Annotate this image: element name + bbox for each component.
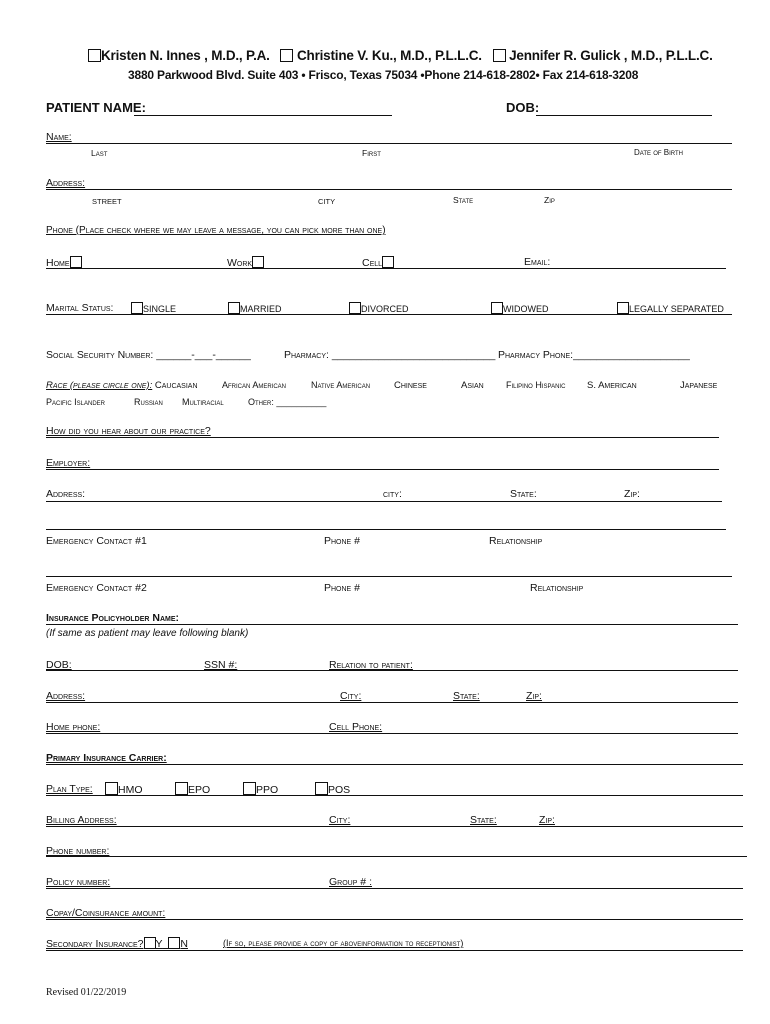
race-caucasian[interactable]: Caucasian bbox=[154, 380, 198, 391]
emergency1-phone-label: Phone # bbox=[324, 535, 360, 547]
single-text: SINGLE bbox=[143, 304, 177, 314]
work-checkbox[interactable] bbox=[252, 256, 264, 268]
doctor1-checkbox[interactable] bbox=[88, 49, 101, 62]
home-checkbox[interactable] bbox=[70, 256, 82, 268]
copay-field[interactable] bbox=[46, 919, 743, 920]
marital-divorced bbox=[349, 302, 409, 314]
cell-checkbox[interactable] bbox=[382, 256, 394, 268]
secondary-note: (If so, please provide a copy of aboveinformation to receptionist) bbox=[223, 938, 464, 948]
carrier-phone-label: Phone number: bbox=[46, 845, 110, 857]
married-text: MARRIED bbox=[240, 304, 282, 314]
carrier-field[interactable] bbox=[46, 764, 743, 765]
marital-married bbox=[228, 302, 282, 314]
ins-relation-label: Relation to patient: bbox=[329, 659, 413, 671]
billing-city-label: City: bbox=[329, 814, 351, 826]
state-sublabel: State bbox=[453, 195, 474, 205]
revised-date: Revised 01/22/2019 bbox=[46, 987, 127, 998]
policyholder-field[interactable] bbox=[46, 624, 738, 625]
ins-dob-label: DOB: bbox=[46, 659, 72, 671]
name-label: Name: bbox=[46, 131, 72, 143]
race-multiracial[interactable]: Multiracial bbox=[182, 397, 224, 407]
ins-address-label: Address: bbox=[46, 690, 86, 702]
race-african-american[interactable]: African American bbox=[222, 380, 287, 390]
emergency2-label: Emergency Contact #2 bbox=[46, 582, 147, 594]
city-sublabel: CITY bbox=[318, 197, 336, 206]
ins-state-label: State: bbox=[453, 690, 480, 702]
divorced-text: DIVORCED bbox=[361, 304, 409, 314]
emergency2-relationship-label: Relationship bbox=[530, 582, 584, 594]
practice-address: 3880 Parkwood Blvd. Suite 403 • Frisco, Texas 75034 •Phone 214-618-2802• Fax 214-618-3208 bbox=[128, 68, 639, 82]
emergency1-name-field[interactable] bbox=[46, 529, 726, 530]
email-label: Email: bbox=[524, 256, 551, 268]
race-other[interactable]: Other: __________ bbox=[248, 397, 327, 407]
dob-label: DOB: bbox=[506, 100, 540, 115]
name-field[interactable] bbox=[46, 143, 732, 144]
married-checkbox[interactable] bbox=[228, 302, 240, 314]
marital-widowed bbox=[491, 302, 549, 314]
last-sublabel: Last bbox=[91, 148, 108, 158]
ins-cell-phone-label: Cell Phone: bbox=[329, 721, 383, 733]
group-number-label: Group # : bbox=[329, 876, 372, 888]
billing-field[interactable] bbox=[46, 826, 743, 827]
race-pacific-islander[interactable]: Pacific Islander bbox=[46, 397, 106, 407]
policyholder-label: Insurance Policyholder Name: bbox=[46, 612, 180, 624]
address-label: Address: bbox=[46, 177, 86, 189]
race-chinese[interactable]: Chinese bbox=[394, 380, 427, 391]
ppo-checkbox[interactable] bbox=[243, 782, 256, 795]
copay-label: Copay/Coinsurance amount: bbox=[46, 907, 166, 919]
emergency2-name-field[interactable] bbox=[46, 576, 732, 577]
billing-label: Billing Address: bbox=[46, 814, 117, 826]
race-russian[interactable]: Russian bbox=[134, 397, 163, 407]
street-sublabel: STREET bbox=[92, 197, 122, 206]
ins-phone-field[interactable] bbox=[46, 733, 738, 734]
pharmacy-phone-field[interactable]: Pharmacy Phone:____________________ bbox=[498, 349, 690, 361]
ins-city-label: City: bbox=[340, 690, 362, 702]
divorced-checkbox[interactable] bbox=[349, 302, 361, 314]
ppo-text: PPO bbox=[256, 784, 279, 796]
ins-home-phone-label: Home phone: bbox=[46, 721, 101, 733]
epo-checkbox[interactable] bbox=[175, 782, 188, 795]
race-filipino-hispanic[interactable]: Filipino Hispanic bbox=[506, 380, 566, 390]
pos-checkbox[interactable] bbox=[315, 782, 328, 795]
marital-separated bbox=[617, 302, 724, 314]
hear-field[interactable] bbox=[46, 437, 719, 438]
policy-field[interactable] bbox=[46, 888, 743, 889]
patient-name-field[interactable] bbox=[134, 115, 392, 116]
secondary-yes-checkbox[interactable] bbox=[144, 937, 156, 949]
hmo-text: HMO bbox=[118, 784, 143, 796]
emp-address-label: Address: bbox=[46, 488, 86, 500]
billing-zip-label: Zip: bbox=[539, 814, 555, 826]
epo-text: EPO bbox=[188, 784, 211, 796]
race-native-american[interactable]: Native American bbox=[311, 380, 371, 390]
secondary-line bbox=[46, 950, 743, 951]
emergency1-relationship-label: Relationship bbox=[489, 535, 543, 547]
race-japanese[interactable]: Japanese bbox=[680, 380, 718, 391]
race-line1 bbox=[46, 380, 198, 391]
emergency1-label: Emergency Contact #1 bbox=[46, 535, 147, 547]
hear-label: How did you hear about our practice? bbox=[46, 425, 211, 437]
plan-epo bbox=[175, 782, 210, 796]
first-sublabel: First bbox=[362, 148, 381, 158]
employer-label: Employer: bbox=[46, 457, 91, 469]
widowed-text: WIDOWED bbox=[503, 304, 549, 314]
widowed-checkbox[interactable] bbox=[491, 302, 503, 314]
pos-text: POS bbox=[328, 784, 351, 796]
employer-field[interactable] bbox=[46, 469, 719, 470]
hmo-checkbox[interactable] bbox=[105, 782, 118, 795]
phones-field[interactable] bbox=[46, 268, 726, 269]
policyholder-note: (If same as patient may leave following blank) bbox=[46, 628, 249, 639]
emergency2-phone-label: Phone # bbox=[324, 582, 360, 594]
emp-state-label: State: bbox=[510, 488, 537, 500]
practice-header bbox=[88, 48, 713, 63]
secondary-insurance bbox=[46, 937, 188, 950]
emp-address-field[interactable] bbox=[46, 501, 722, 502]
address-field[interactable] bbox=[46, 189, 732, 190]
patient-name-label: PATIENT NAME: bbox=[46, 100, 146, 115]
ssn-field[interactable]: Social Security Number: ______-___-______ bbox=[46, 349, 251, 361]
plan-hmo bbox=[105, 782, 143, 796]
marital-single bbox=[131, 302, 176, 314]
separated-text: LEGALLY SEPARATED bbox=[629, 304, 724, 314]
race-s-american[interactable]: S. American bbox=[587, 380, 637, 391]
cell-label-text: Cell bbox=[362, 257, 383, 269]
doctor1-name: Kristen N. Innes , M.D., P.A. bbox=[101, 48, 270, 63]
secondary-no-text: N bbox=[180, 938, 188, 950]
dob-sublabel: Date of Birth bbox=[634, 148, 684, 157]
marital-line bbox=[46, 314, 732, 315]
phone-note: Phone (Place check where we may leave a message, you can pick more than one) bbox=[46, 225, 386, 236]
ins-zip-label: Zip: bbox=[526, 690, 542, 702]
doctor2-checkbox[interactable] bbox=[280, 49, 293, 62]
home-label-text: Home bbox=[46, 257, 70, 269]
policy-number-label: Policy number: bbox=[46, 876, 111, 888]
ins-address-field[interactable] bbox=[46, 702, 738, 703]
marital-label: Marital Status: bbox=[46, 302, 114, 314]
plan-type-line bbox=[46, 795, 743, 796]
zip-sublabel: Zip bbox=[544, 195, 555, 205]
billing-state-label: State: bbox=[470, 814, 497, 826]
secondary-no-checkbox[interactable] bbox=[168, 937, 180, 949]
secondary-label: Secondary Insurance? bbox=[46, 938, 144, 950]
dob-field[interactable] bbox=[536, 115, 712, 116]
race-label: Race (please circle one): bbox=[46, 380, 153, 391]
emp-city-label: city: bbox=[383, 488, 402, 500]
carrier-label: Primary Insurance Carrier: bbox=[46, 752, 167, 764]
work-label-text: Work bbox=[227, 257, 253, 269]
doctor3-name: Jennifer R. Gulick , M.D., P.L.L.C. bbox=[509, 48, 713, 63]
plan-type-label: Plan Type: bbox=[46, 783, 93, 795]
emp-zip-label: Zip: bbox=[624, 488, 640, 500]
single-checkbox[interactable] bbox=[131, 302, 143, 314]
separated-checkbox[interactable] bbox=[617, 302, 629, 314]
carrier-phone-field[interactable] bbox=[46, 856, 747, 857]
plan-ppo bbox=[243, 782, 278, 796]
doctor3-checkbox[interactable] bbox=[493, 49, 506, 62]
doctor2-name: Christine V. Ku., M.D., P.L.L.C. bbox=[296, 48, 482, 63]
plan-pos bbox=[315, 782, 350, 796]
ins-ssn-label: SSN #: bbox=[204, 659, 238, 671]
secondary-yes-text: Y bbox=[155, 938, 163, 950]
pharmacy-field[interactable]: Pharmacy: ____________________________ bbox=[284, 349, 496, 361]
ins-dob-ssn-field[interactable] bbox=[46, 670, 738, 671]
race-asian[interactable]: Asian bbox=[461, 380, 484, 391]
